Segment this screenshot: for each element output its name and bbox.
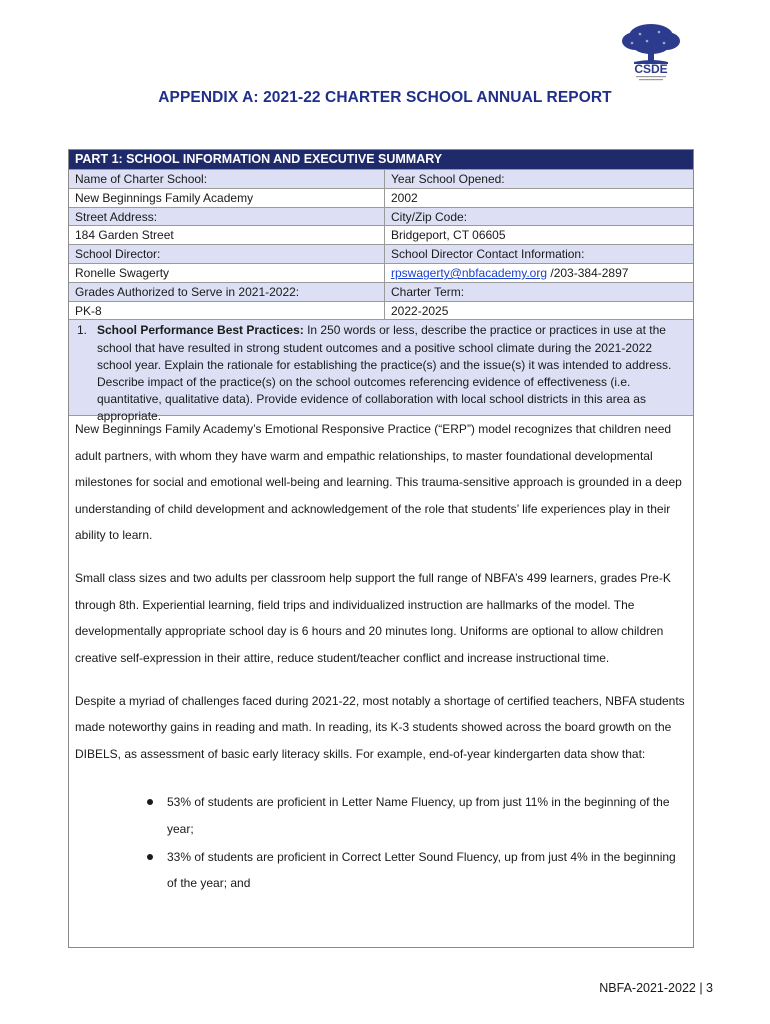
logo-text: CSDE [634, 62, 668, 76]
info-cell-right: Bridgeport, CT 06605 [385, 225, 693, 244]
csde-logo [614, 22, 688, 84]
info-cell-right: 2022-2025 [385, 301, 693, 320]
director-phone: /203-384-2897 [547, 265, 629, 280]
info-cell-right: 2002 [385, 188, 693, 207]
page-title: APPENDIX A: 2021-22 CHARTER SCHOOL ANNUAL REPORT [158, 89, 612, 106]
director-email-link[interactable]: rpswagerty@nbfacademy.org [391, 265, 548, 280]
info-cell-right: Year School Opened: [385, 169, 693, 188]
info-cell-right [385, 263, 693, 282]
bullet-list [75, 789, 687, 897]
answer-paragraph: New Beginnings Family Academy’s Emotional Responsive Practice (“ERP”) model recognizes that children need adult partners, with whom they have warm and empathic relationships, to master foundational developmental milestones for social and emotional well-being and learning. This trauma-sensitive approach is grounded in a deep understanding of child development and acknowledgement of the role that students’ life experiences play in their ability to learn. [75, 422, 682, 542]
info-cell-left: 184 Garden Street [69, 225, 385, 244]
bullet-item: 33% of students are proficient in Correct Letter Sound Fluency, up from just 4% in the beginning of the year; and [167, 844, 687, 897]
info-cell-left: School Director: [69, 244, 385, 263]
bullet-item: 53% of students are proficient in Letter Name Fluency, up from just 11% in the beginning of the year; [167, 789, 687, 842]
question-heading: School Performance Best Practices: [97, 323, 304, 338]
info-cell-left: Ronelle Swagerty [69, 263, 385, 282]
info-cell-left: Street Address: [69, 207, 385, 226]
report-table [68, 149, 694, 948]
question-number: 1. [77, 323, 88, 338]
info-cell-right: Charter Term: [385, 282, 693, 301]
section-heading: PART 1: SCHOOL INFORMATION AND EXECUTIVE SUMMARY [69, 150, 693, 169]
answer-paragraph: Despite a myriad of challenges faced during 2021-22, most notably a shortage of certified teachers, NBFA students made noteworthy gains in reading and math. In reading, its K-3 students showed across the board growth on the DIBELS, as assessment of basic early literacy skills. For example, end-of-year kindergarten data show that: [75, 694, 685, 761]
oak-tree-icon [614, 22, 688, 84]
question-1 [69, 319, 693, 424]
school-info-grid [69, 169, 693, 319]
question-text: In 250 words or less, describe the practice or practices in use at the school that have resulted in strong student outcomes and a positive school climate during the 2021-2022 school year. Explain the rationale for establishing the practice(s) and the issue(s) it was intended to address. Describe impact of the practice(s) on the school outcomes referencing evidence of effectiveness (i.e. quantitative, qualitative data). Provide evidence of collaboration with local school districts in this area as appropriate. [97, 323, 672, 424]
info-cell-left: Name of Charter School: [69, 169, 385, 188]
info-cell-right: School Director Contact Information: [385, 244, 693, 263]
bullet-icon [147, 799, 153, 805]
page-footer: NBFA-2021-2022 | 3 [599, 981, 713, 995]
bullet-icon [147, 854, 153, 860]
answer-paragraph: Small class sizes and two adults per classroom help support the full range of NBFA’s 499 learners, grades Pre-K through 8th. Experiential learning, field trips and individualized instruction are hallmarks of the model. The developmentally appropriate school day is 6 hours and 20 minutes long. Uniforms are optional to allow children creative self-expression in their attire, reduce student/teacher conflict and increase instructional time. [75, 571, 671, 665]
info-cell-right: City/Zip Code: [385, 207, 693, 226]
answer-body [69, 416, 693, 897]
info-cell-left: New Beginnings Family Academy [69, 188, 385, 207]
info-cell-left: PK-8 [69, 301, 385, 320]
info-cell-left: Grades Authorized to Serve in 2021-2022: [69, 282, 385, 301]
